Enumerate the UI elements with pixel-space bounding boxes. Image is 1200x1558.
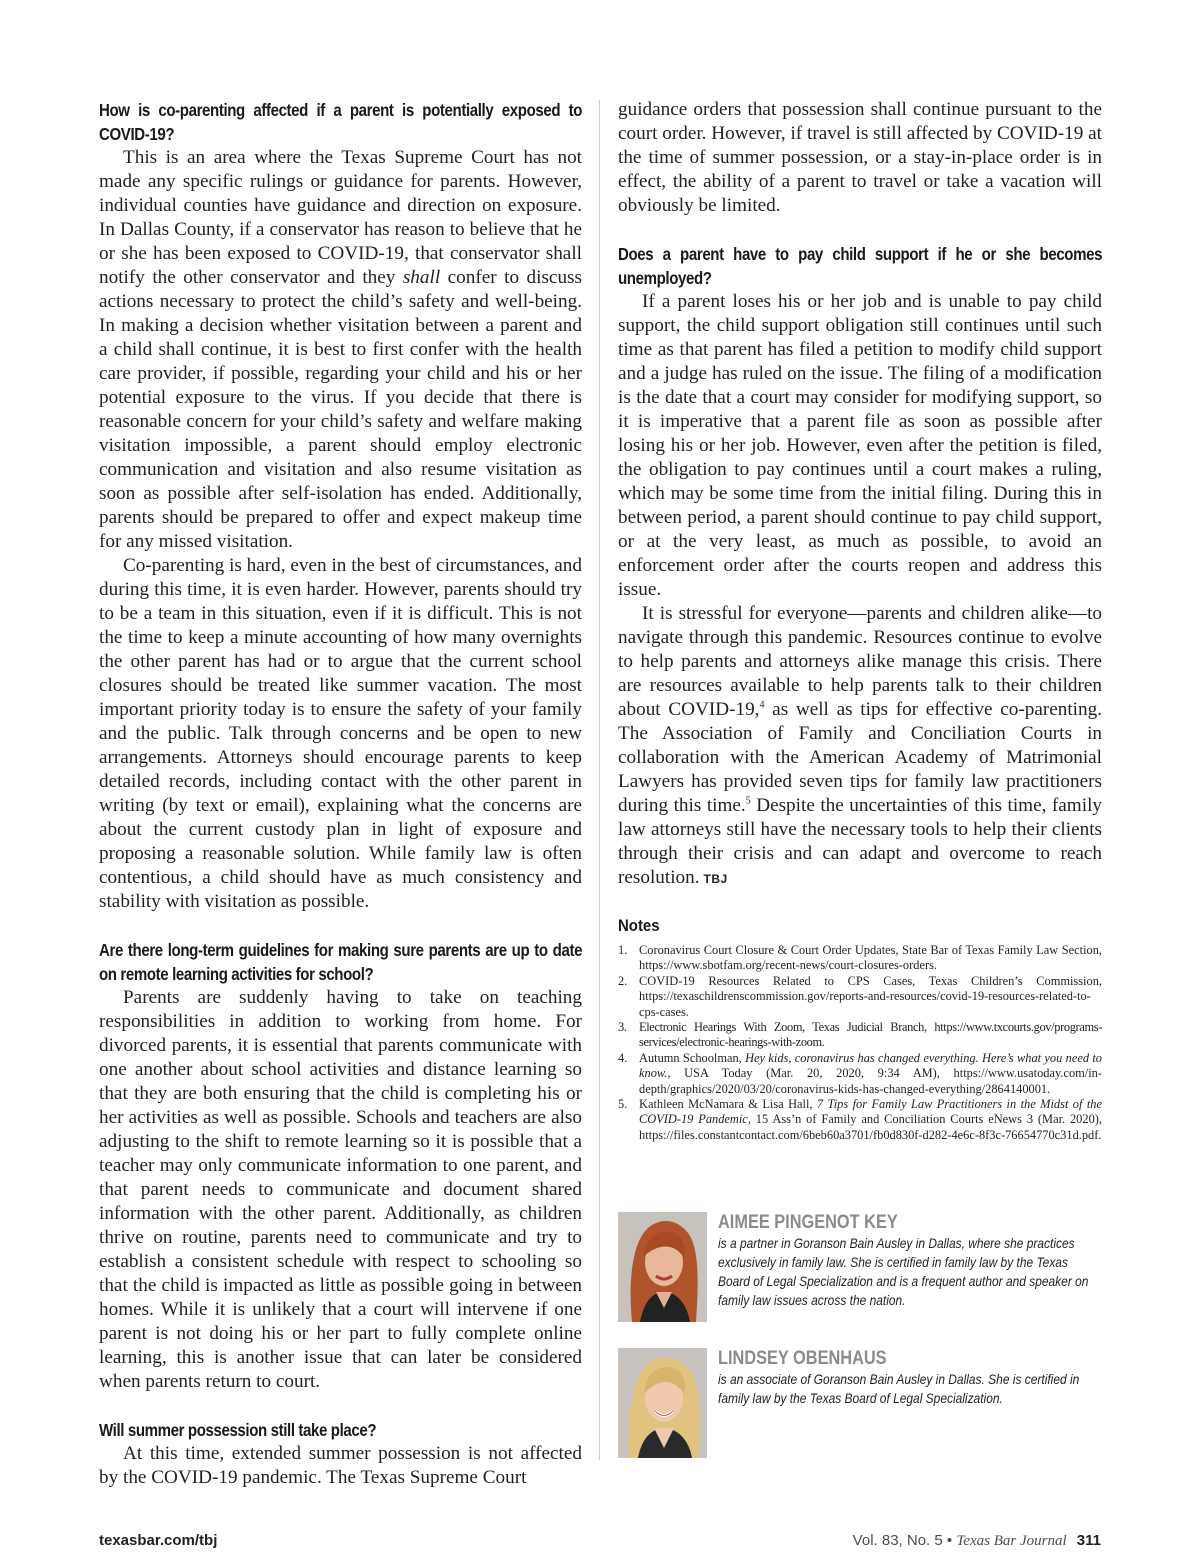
section-heading-remote-learning: Are there long-term guidelines for making sure parents are up to date on remote learning activities for school? — [99, 940, 583, 984]
footer-publication: Texas Bar Journal — [956, 1533, 1067, 1549]
bio-text — [718, 1348, 1102, 1408]
footer-bullet: • — [946, 1532, 953, 1549]
paragraph-exposure: This is an area where the Texas Supreme Court has not made any specific rulings or guidance for parents. However, individual counties have guidance and direction on exposure. In Dallas County, if a conservator has reason to believe that he or she has been exposed to COVID-19, that conservator shall notify the other conservator and they shall confer to discuss actions necessary to protect the child’s safety and well-being. In making a decision whether visitation between a parent and a child shall continue, it is best to first confer with the health care provider, if possible, regarding your child and his or her potential exposure to the virus. If you decide that there is reasonable concern for your child’s safety and welfare making visitation impossible, a parent should employ electronic communication and visitation and also resume visitation as soon as possible after self-isolation has ended. Additionally, parents should be prepared to offer and expect makeup time for any missed visitation. — [99, 147, 582, 552]
section-heading-exposure: How is co-parenting affected if a parent is potentially exposed to COVID-19? — [99, 100, 583, 144]
paragraph-summer-possession: At this time, extended summer possession is not affected by the COVID-19 pandemic. The Texas Supreme Court — [99, 1443, 582, 1488]
note-item: 2. COVID-19 Resources Related to CPS Cases, Texas Children’s Commission, https://texaschildrenscommission.gov/reports-and-resources/covid-19-resources-related-to-cps-cases. — [618, 973, 1102, 1019]
author-photo — [618, 1348, 707, 1458]
author-description: is an associate of Goranson Bain Ausley in Dallas. She is certified in family law by the Texas Board of Legal Specialization. — [718, 1372, 1080, 1406]
note-item: 4. Autumn Schoolman, Hey kids, coronavirus has changed everything. Here’s what you need to know., USA Today (Mar. 20, 2020, 9:34 AM), https://www.usatoday.com/in-depth/graphics/2020/03/20/coronavirus-kids-has-changed-everything/2864140001. — [618, 1050, 1102, 1096]
author-description: is a partner in Goranson Bain Ausley in Dallas, where she practices exclusively in family law. She is certified in family law by the Texas Board of Legal Specialization and is a frequent author and speaker on family law issues across the nation. — [718, 1236, 1089, 1308]
page-number: 311 — [1076, 1532, 1101, 1549]
end-mark: TBJ — [703, 872, 728, 886]
footer-volume: Vol. 83, No. 5 — [852, 1532, 943, 1549]
note-item: 5. Kathleen McNamara & Lisa Hall, 7 Tips for Family Law Practitioners in the Midst of the COVID-19 Pandemic, 15 Ass’n of Family and Conciliation Courts eNews 3 (Mar. 2020), https://files.constantcontact.com/6beb60a3701/fb0d830f-d282-4e6c-8f3c-76654770c31d.pdf. — [618, 1097, 1102, 1142]
right-column — [618, 98, 1102, 1143]
section-heading-child-support: Does a parent have to pay child support if he or she becomes unemployed? — [618, 244, 1103, 288]
left-column — [99, 98, 582, 1490]
footer-website-link[interactable]: texasbar.com/tbj — [99, 1532, 218, 1549]
notes-heading: Notes — [618, 916, 660, 935]
paragraph-summer-continued: guidance orders that possession shall continue pursuant to the court order. However, if travel is still affected by COVID-19 at the time of summer possession, or a stay-in-place order is in effect, the ability of a parent to travel or take a vacation will obviously be limited. — [618, 99, 1102, 216]
bio-text — [718, 1212, 1102, 1310]
paragraph-coparenting: Co-parenting is hard, even in the best of circumstances, and during this time, it is even harder. However, parents should try to be a team in this situation, even if it is difficult. This is not the time to keep a minute accounting of how many overnights the other parent has had or to argue that the current school closures should be treated like summer vacation. The most important priority today is to ensure the safety of your family and the public. Talk through concerns and be open to new arrangements. Attorneys should encourage parents to keep detailed records, including contact with the other parent in writing (by text or email), explaining what the concerns are about the current custody plan in light of exposure and proposing a reasonable solution. While family law is often contentious, a child should have as much consistency and stability with visitation as possible. — [99, 555, 582, 912]
footer-issue-info — [853, 1531, 1101, 1551]
author-name: LINDSEY OBENHAUS — [718, 1348, 887, 1369]
paragraph-conclusion: It is stressful for everyone—parents and children alike—to navigate through this pandemic. Resources continue to evolve to help parents and attorneys alike manage this crisis. There are resources available to help parents talk to their children about COVID-19,$^4$ as well as tips for effective co-parenting. The Association of Family and Conciliation Courts in collaboration with the American Academy of Matrimonial Lawyers has provided seven tips for family law practitioners during this time.$^5$ Despite the uncertainties of this time, family law attorneys still have the necessary tools to help their clients through their crisis and can adapt and overcome to reach resolution. TBJ — [618, 603, 1102, 888]
section-heading-summer-possession: Will summer possession still take place? — [99, 1420, 377, 1440]
author-photo — [618, 1212, 707, 1322]
notes-list — [618, 943, 1102, 1143]
paragraph-remote-learning: Parents are suddenly having to take on teaching responsibilities in addition to working from home. For divorced parents, it is essential that parents communicate with one another about school activities and distance learning so that they are both ensuring that the child is completing his or her activities as well as possible. Schools and teachers are also adjusting to the shift to remote learning so it is possible that a teacher may only communicate information to one parent, and that parent needs to communicate and document shared information with the other parent. Additionally, as children thrive on routine, parents need to communicate and try to establish a consistent schedule with respect to schooling so that the child is impacted as little as possible going in between homes. While it is unlikely that a court will intervene if one parent is not doing his or her part to fully complete online learning, this is another issue that can later be considered when parents return to court. — [99, 987, 582, 1392]
author-name: AIMEE PINGENOT KEY — [718, 1212, 898, 1233]
paragraph-child-support: If a parent loses his or her job and is unable to pay child support, the child support obligation still continues until such time as that parent has filed a petition to modify child support and a judge has ruled on the issue. The filing of a modification is the date that a court may consider for modifying support, so it is imperative that a parent file as soon as possible after losing his or her job. However, even after the petition is filed, the obligation to pay continues until a court makes a ruling, which may be some time from the initial filing. During this in between period, a parent should continue to pay child support, or at the very least, as much as possible, to avoid an enforcement order after the courts reopen and address this issue. — [618, 291, 1102, 600]
column-divider — [599, 100, 600, 1460]
note-item: 3. Electronic Hearings With Zoom, Texas Judicial Branch, https://www.txcourts.gov/programs-services/electronic-hearings-with-zoom. — [618, 1020, 1102, 1050]
note-item: 1. Coronavirus Court Closure & Court Order Updates, State Bar of Texas Family Law Section, https://www.sbotfam.org/recent-news/court-closures-orders. — [618, 943, 1102, 973]
